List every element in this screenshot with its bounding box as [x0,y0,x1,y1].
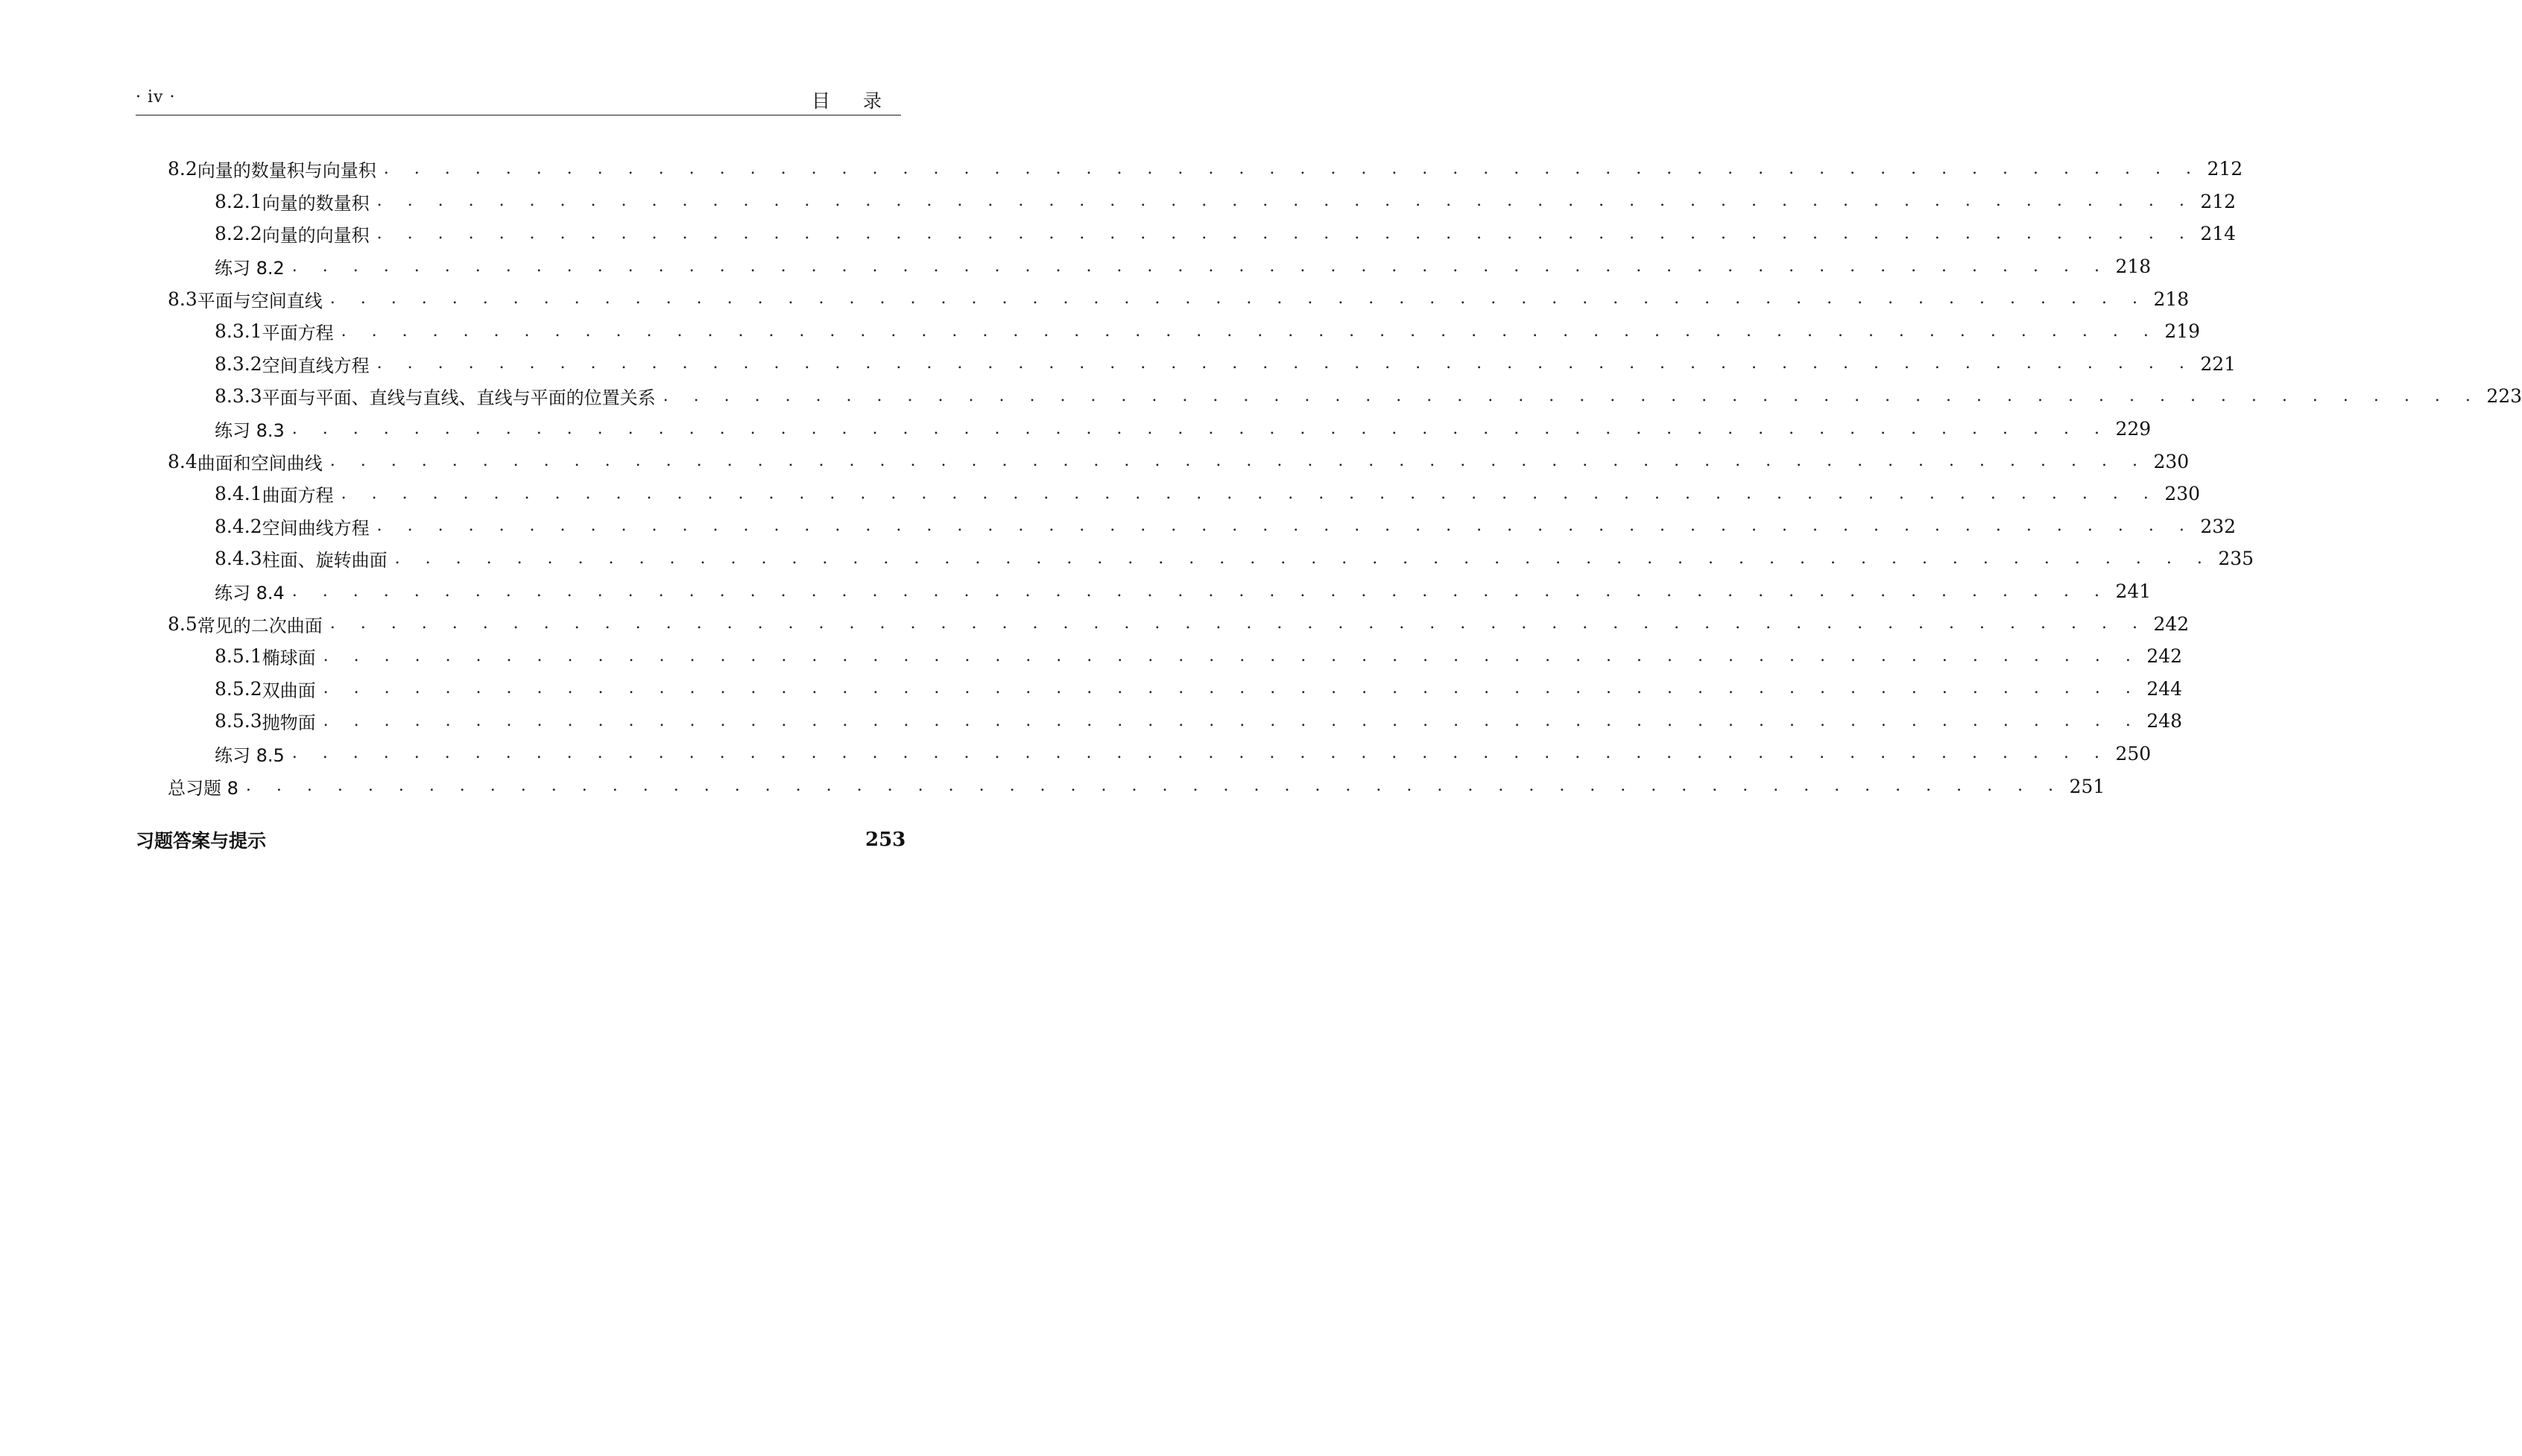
toc-entry-title: 平面与空间直线 [197,290,323,311]
toc-entry-number: 8.5 [168,613,197,635]
toc-entry-page: 242 [2153,613,2190,635]
toc-entry-page: 221 [2200,352,2237,375]
toc-entry-number: 8.4.3 [215,548,262,570]
dot-leader: . . . . . . . . . . . . . . . . . . . . . . . . . . . . . . . . . . . . . . . . . . . . . . . . . . . . . . . . . . . . [376,192,2195,211]
toc-entry-number: 8.2.1 [215,190,262,212]
toc-entry-page: 232 [2200,515,2237,537]
toc-entry-title: 柱面、旋转曲面 [262,550,388,572]
toc-entry-title: 总习题 8 [168,777,238,799]
page-header [136,88,901,115]
toc-entry-title: 曲面和空间曲线 [197,452,323,474]
toc-entry-page: 223 [2486,385,2522,408]
toc-entry-title: 常见的二次曲面 [197,615,323,636]
dot-leader: . . . . . . . . . . . . . . . . . . . . . . . . . . . . . . . . . . . . . . . . . . . . . . . . . . . . . . . . . . . . [323,646,2141,665]
dot-leader: . . . . . . . . . . . . . . . . . . . . . . . . . . . . . . . . . . . . . . . . . . . . . . . . . . . . . . . . . . . . [245,776,2064,796]
toc-entry-page: 235 [2218,548,2254,570]
toc-entry-title: 空间直线方程 [262,355,370,376]
toc-entry-page: 212 [2207,158,2243,180]
dot-leader: . . . . . . . . . . . . . . . . . . . . . . . . . . . . . . . . . . . . . . . . . . . . . . . . . . . . . . . . . . . . [663,386,2481,405]
chapter-page: 253 [865,828,906,851]
toc-entry[interactable] [136,153,2243,186]
dot-leader: . . . . . . . . . . . . . . . . . . . . . . . . . . . . . . . . . . . . . . . . . . . . . . . . . . . . . . . . . . . . [376,224,2195,243]
toc-entry-title: 双曲面 [262,680,316,701]
toc-entry-title: 练习 8.2 [215,258,285,279]
toc-entry[interactable] [136,380,2522,413]
toc-entry-title: 空间曲线方程 [262,517,370,539]
toc-entry-title: 平面与平面、直线与直线、直线与平面的位置关系 [262,387,656,409]
toc-entry-page: 230 [2164,483,2201,505]
toc-entry[interactable] [136,478,2201,510]
dot-leader: . . . . . . . . . . . . . . . . . . . . . . . . . . . . . . . . . . . . . . . . . . . . . . . . . . . . . . . . . . . . [329,289,2148,308]
dot-leader: . . . . . . . . . . . . . . . . . . . . . . . . . . . . . . . . . . . . . . . . . . . . . . . . . . . . . . . . . . . . [291,419,2110,438]
toc-entry-page: 251 [2069,775,2105,797]
toc-entry-title: 曲面方程 [262,485,334,507]
running-title: 目 录 [812,90,895,112]
toc-entry[interactable] [136,673,2183,706]
toc-entry-number: 8.3.1 [215,320,262,343]
dot-leader: . . . . . . . . . . . . . . . . . . . . . . . . . . . . . . . . . . . . . . . . . . . . . . . . . . . . . . . . . . . . [329,452,2148,471]
toc-entry[interactable] [136,445,2190,478]
toc-entry-page: 244 [2146,677,2183,700]
toc-entry-title: 练习 8.4 [215,583,285,604]
toc-entry[interactable] [136,705,2183,738]
toc-entry-page: 242 [2146,645,2183,668]
toc-entry-number: 8.5.2 [215,677,262,700]
dot-leader: . . . . . . . . . . . . . . . . . . . . . . . . . . . . . . . . . . . . . . . . . . . . . . . . . . . . . . . . . . . . [341,321,2159,341]
toc-entry-number: 8.4.1 [215,483,262,505]
dot-leader: . . . . . . . . . . . . . . . . . . . . . . . . . . . . . . . . . . . . . . . . . . . . . . . . . . . . . . . . . . . . [329,614,2148,633]
toc-entry-page: 214 [2200,223,2237,245]
toc-entry[interactable] [136,607,2190,640]
toc-entry-page: 230 [2153,450,2190,472]
toc-entry-title: 向量的数量积 [262,192,370,214]
toc-entry-number: 8.3.2 [215,352,262,375]
toc-entry[interactable] [136,575,2152,608]
toc-entry-number: 8.2.2 [215,223,262,245]
toc-entry[interactable] [136,250,2152,283]
toc-entry[interactable] [136,542,2254,575]
toc-entry[interactable] [136,770,2105,803]
dot-leader: . . . . . . . . . . . . . . . . . . . . . . . . . . . . . . . . . . . . . . . . . . . . . . . . . . . . . . . . . . . . [323,711,2141,730]
toc-entry-number: 8.5.3 [215,710,262,732]
dot-leader: . . . . . . . . . . . . . . . . . . . . . . . . . . . . . . . . . . . . . . . . . . . . . . . . . . . . . . . . . . . . [291,744,2110,763]
dot-leader: . . . . . . . . . . . . . . . . . . . . . . . . . . . . . . . . . . . . . . . . . . . . . . . . . . . . . . . . . . . . [376,516,2195,536]
table-of-contents [136,153,2522,855]
dot-leader: . . . . . . . . . . . . . . . . . . . . . . . . . . . . . . . . . . . . . . . . . . . . . . . . . . . . . . . . . . . . [383,159,2202,178]
page-number-label: · iv · [136,88,176,107]
dot-leader: . . . . . . . . . . . . . . . . . . . . . . . . . . . . . . . . . . . . . . . . . . . . . . . . . . . . . . . . . . . . [291,256,2110,276]
toc-entry-number: 8.4 [168,450,197,472]
dot-leader: . . . . . . . . . . . . . . . . . . . . . . . . . . . . . . . . . . . . . . . . . . . . . . . . . . . . . . . . . . . . [291,581,2110,601]
toc-entry[interactable] [136,640,2183,673]
toc-entry-page: 248 [2146,710,2183,732]
toc-entry-title: 平面方程 [262,323,334,344]
toc-entry-title: 练习 8.3 [215,420,285,442]
toc-entry-title: 向量的数量积与向量积 [197,160,376,182]
toc-entry-page: 218 [2153,288,2190,310]
toc-entry-number: 8.3 [168,288,197,310]
toc-entry[interactable] [136,413,2152,446]
toc-entry-title: 抛物面 [262,712,316,734]
toc-entry-number: 8.3.3 [215,385,262,408]
toc-entry-number: 8.2 [168,158,197,180]
toc-entry[interactable] [136,315,2201,348]
toc-entry[interactable] [136,282,2190,315]
toc-entry-title: 练习 8.5 [215,744,285,766]
dot-leader: . . . . . . . . . . . . . . . . . . . . . . . . . . . . . . . . . . . . . . . . . . . . . . . . . . . . . . . . . . . . [376,354,2195,373]
chapter-title: 习题答案与提示 [136,829,267,852]
toc-entry-title: 向量的向量积 [262,225,370,247]
toc-entry-title: 椭球面 [262,648,316,669]
toc-entry[interactable] [136,186,2237,218]
dot-leader: . . . . . . . . . . . . . . . . . . . . . . . . . . . . . . . . . . . . . . . . . . . . . . . . . . . . . . . . . . . . [394,548,2213,568]
toc-entry-page: 250 [2115,742,2152,765]
toc-entry-page: 218 [2115,256,2152,278]
toc-entry-page: 219 [2164,320,2201,343]
toc-chapter-entry[interactable] [136,823,906,856]
toc-entry-page: 229 [2115,418,2152,440]
toc-entry-number: 8.5.1 [215,645,262,668]
dot-leader: . . . . . . . . . . . . . . . . . . . . . . . . . . . . . . . . . . . . . . . . . . . . . . . . . . . . . . . . . . . . [341,484,2159,503]
toc-entry-page: 241 [2115,580,2152,603]
toc-entry[interactable] [136,348,2237,381]
toc-entry[interactable] [136,738,2152,770]
toc-entry-page: 212 [2200,190,2237,212]
dot-leader: . . . . . . . . . . . . . . . . . . . . . . . . . . . . . . . . . . . . . . . . . . . . . . . . . . . . . . . . . . . . [323,679,2141,698]
toc-entry[interactable] [136,510,2237,543]
toc-entry[interactable] [136,218,2237,250]
toc-entry-number: 8.4.2 [215,515,262,537]
